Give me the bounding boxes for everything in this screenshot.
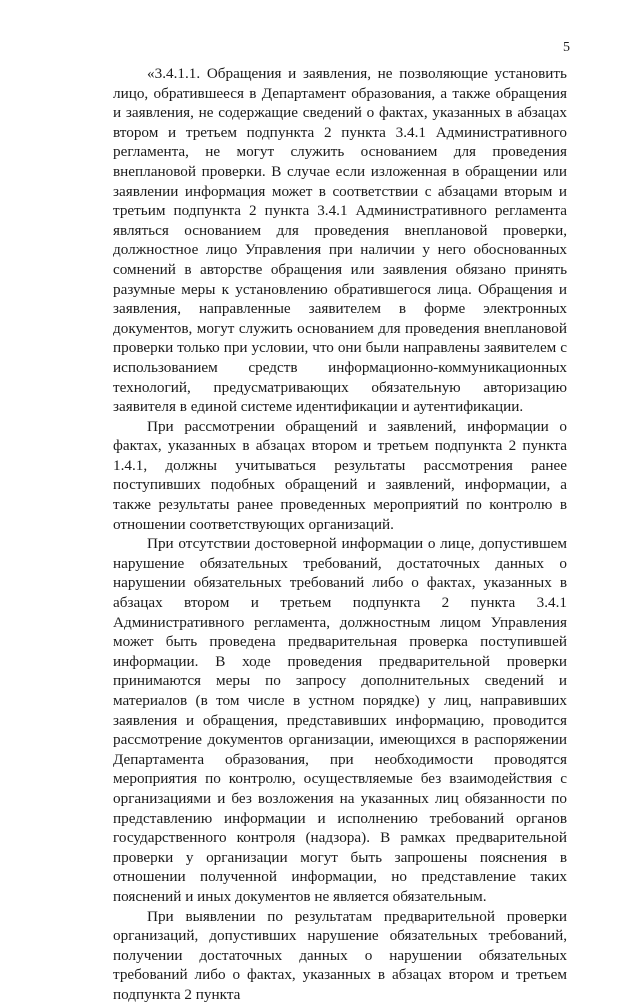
page-number: 5 xyxy=(563,40,570,55)
paragraph-preliminary-check: При отсутствии достоверной информации о лице, допустившем нарушение обязательных требований, достаточных данных о нарушении обязательных требований либо о фактах, указанных в абзацах втором и третьем подпункта 2 пункта 3.4.1 Административного регламента, должностным лицом Управления может быть проведена предварительная проверка поступившей информации. В ходе проведения предварительной проверки принимаются меры по запросу дополнительных сведений и материалов (в том числе в устном порядке) у лиц, направивших заявления и обращения, представивших информацию, проводится рассмотрение документов организации, имеющихся в распоряжении Департамента образования, при необходимости проводятся мероприятия по контролю, осуществляемые без взаимодействия с организациями и без возложения на указанных лиц обязанности по представлению информации и исполнению требований органов государственного контроля (надзора). В рамках предварительной проверки у организации могут быть запрошены пояснения в отношении полученной информации, но представление таких пояснений и иных документов не является обязательным. xyxy=(113,535,567,905)
paragraph-check-results: При выявлении по результатам предварительной проверки организаций, допустивших нарушение обязательных требований, получении достаточных данных о нарушении обязательных требований либо о фактах, указанных в абзацах втором и третьем подпункта 2 пункта xyxy=(113,907,567,1003)
paragraph-anonymous-appeals: «3.4.1.1. Обращения и заявления, не позволяющие установить лицо, обратившееся в Департамент образования, а также обращения и заявления, не содержащие сведений о фактах, указанных в абзацах втором и третьем подпункта 2 пункта 3.4.1 Административного регламента, не могут служить основанием для проведения внеплановой проверки. В случае если изложенная в обращении или заявлении информация может в соответствии с абзацами вторым и третьим подпункта 2 пункта 3.4.1 Административного регламента являться основанием для проведения внеплановой проверки, должностное лицо Управления при наличии у него обоснованных сомнений в авторстве обращения или заявления обязано принять разумные меры к установлению обратившегося лица. Обращения и заявления, направленные заявителем в форме электронных документов, могут служить основанием для проведения внеплановой проверки только при условии, что они были направлены заявителем с использованием средств информационно-коммуникационных технологий, предусматривающих обязательную авторизацию заявителя в единой системе идентификации и аутентификации. xyxy=(113,65,567,416)
paragraph-review-considerations: При рассмотрении обращений и заявлений, информации о фактах, указанных в абзацах втором и третьем подпункта 2 пункта 1.4.1, должны учитываться результаты рассмотрения ранее поступивших подобных обращений и заявлений, информации, а также результаты ранее проведенных мероприятий по контролю в отношении соответствующих организаций. xyxy=(113,417,567,533)
document-body xyxy=(113,64,567,1005)
